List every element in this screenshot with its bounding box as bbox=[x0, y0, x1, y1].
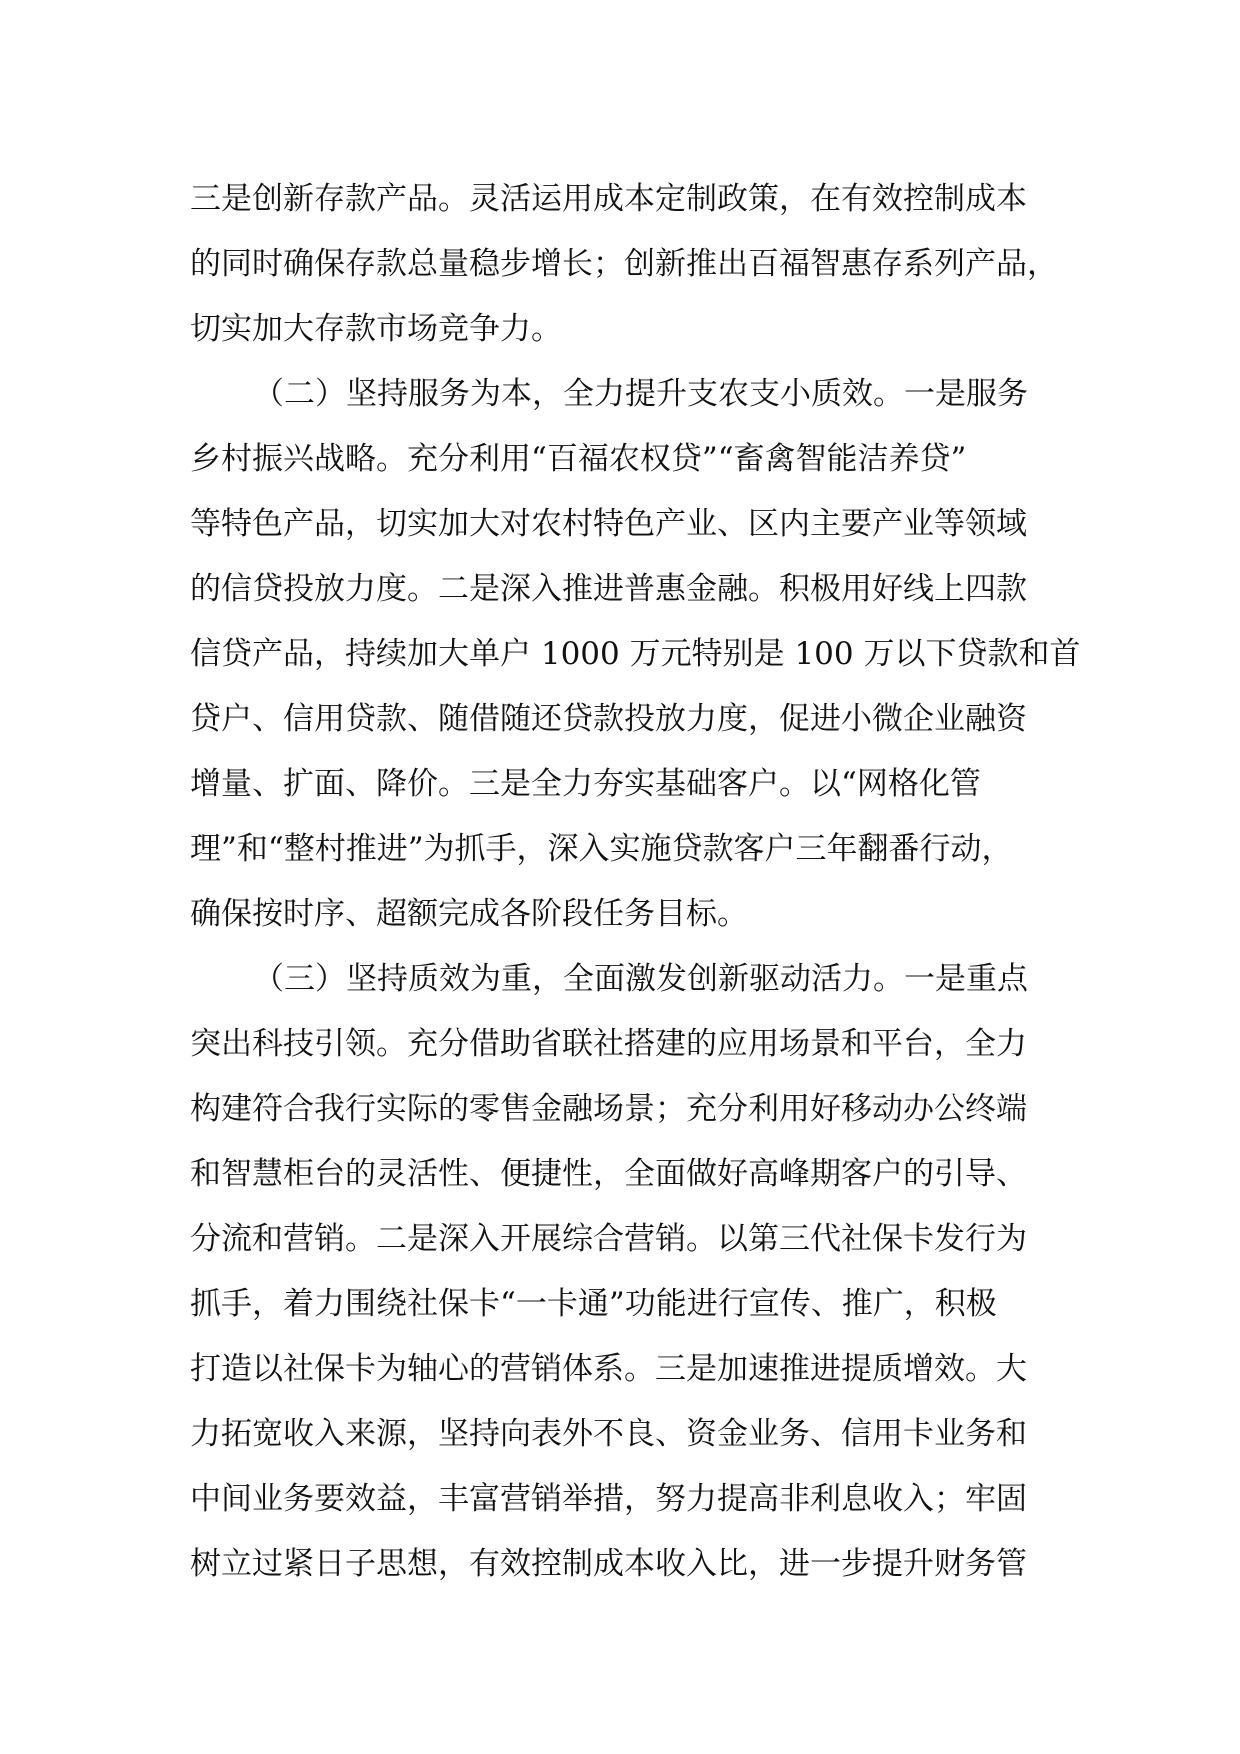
text-line: 打造以社保卡为轴心的营销体系。三是加速推进提质增效。大 bbox=[190, 1351, 1027, 1387]
text-line: 构建符合我行实际的零售金融场景；充分利用好移动办公终端 bbox=[190, 1091, 1027, 1127]
text-line: 的同时确保存款总量稳步增长；创新推出百福智惠存系列产品， bbox=[190, 246, 1058, 282]
text-line: 确保按时序、超额完成各阶段任务目标。 bbox=[190, 896, 748, 932]
section-heading-line: （三）坚持质效为重，全面激发创新驱动活力。一是重点 bbox=[253, 961, 1028, 997]
text-line: 中间业务要效益，丰富营销举措，努力提高非利息收入；牢固 bbox=[190, 1481, 1027, 1517]
text-line: 乡村振兴战略。充分利用“百福农权贷”“畜禽智能洁养贷” bbox=[190, 441, 967, 477]
text-line: 突出科技引领。充分借助省联社搭建的应用场景和平台，全力 bbox=[190, 1026, 1027, 1062]
text-line: 的信贷投放力度。二是深入推进普惠金融。积极用好线上四款 bbox=[190, 571, 1027, 607]
text-line: 和智慧柜台的灵活性、便捷性，全面做好高峰期客户的引导、 bbox=[190, 1156, 1027, 1192]
text-line: 信贷产品，持续加大单户 1000 万元特别是 100 万以下贷款和首 bbox=[190, 636, 1081, 672]
text-line: 分流和营销。二是深入开展综合营销。以第三代社保卡发行为 bbox=[190, 1221, 1027, 1257]
text-line: 贷户、信用贷款、随借随还贷款投放力度，促进小微企业融资 bbox=[190, 701, 1027, 737]
text-line: 理”和“整村推进”为抓手，深入实施贷款客户三年翻番行动， bbox=[190, 831, 1013, 867]
text-line: 树立过紧日子思想，有效控制成本收入比，进一步提升财务管 bbox=[190, 1546, 1027, 1582]
text-line: 抓手，着力围绕社保卡“一卡通”功能进行宣传、推广，积极 bbox=[190, 1286, 997, 1322]
text-line: 三是创新存款产品。灵活运用成本定制政策，在有效控制成本 bbox=[190, 181, 1027, 217]
text-line: 切实加大存款市场竞争力。 bbox=[190, 311, 562, 347]
text-line: 等特色产品，切实加大对农村特色产业、区内主要产业等领域 bbox=[190, 506, 1027, 542]
text-line: 力拓宽收入来源，坚持向表外不良、资金业务、信用卡业务和 bbox=[190, 1416, 1027, 1452]
section-heading-line: （二）坚持服务为本，全力提升支农支小质效。一是服务 bbox=[253, 376, 1028, 412]
text-line: 增量、扩面、降价。三是全力夯实基础客户。以“网格化管 bbox=[190, 766, 981, 802]
